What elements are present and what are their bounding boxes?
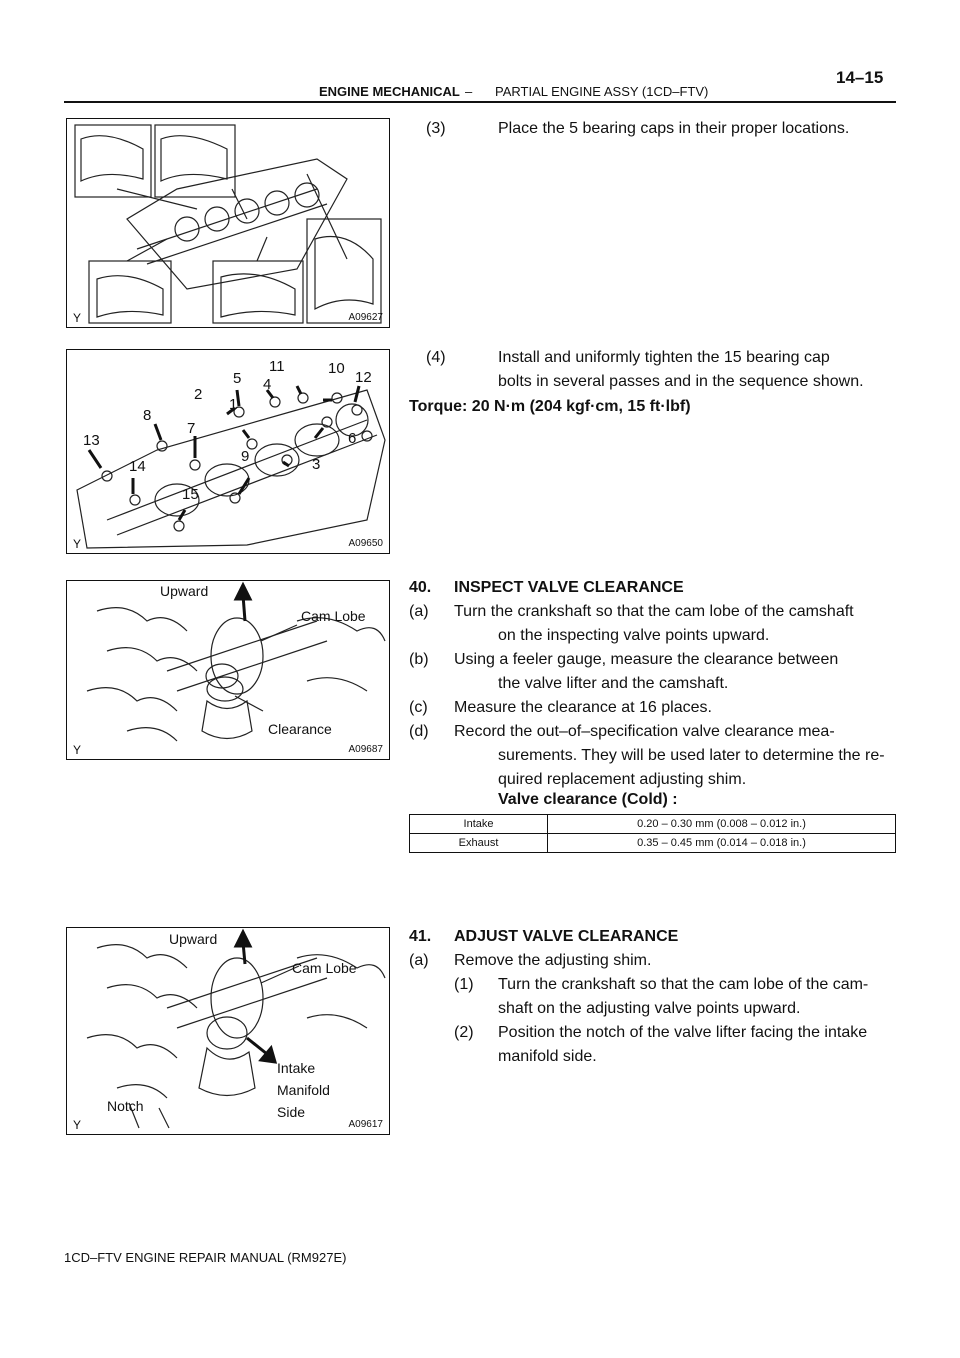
figure-code: A09687 <box>348 744 383 755</box>
table-cell-label: Intake <box>410 815 548 834</box>
header-subsection: PARTIAL ENGINE ASSY (1CD–FTV) <box>495 84 709 99</box>
sub1-line1: Turn the crankshaft so that the cam lobe of the cam- <box>498 976 869 993</box>
valve-clearance-table <box>409 814 896 853</box>
sequence-5: 5 <box>233 370 242 387</box>
section41-a-text: Remove the adjusting shim. <box>454 952 652 969</box>
sequence-4: 4 <box>263 376 272 393</box>
header-rule <box>64 101 896 103</box>
step3-text: Place the 5 bearing caps in their proper locations. <box>498 120 850 137</box>
figure-adjust-shim <box>66 927 390 1135</box>
item-d-mark: (d) <box>409 723 429 740</box>
table-cell-value: 0.20 – 0.30 mm (0.008 – 0.012 in.) <box>548 815 896 834</box>
sub2-mark: (2) <box>454 1024 474 1041</box>
header-section: ENGINE MECHANICAL <box>319 84 460 99</box>
table-cell-label: Exhaust <box>410 834 548 853</box>
figure-valve-clearance <box>66 580 390 760</box>
header-dash: – <box>465 84 473 99</box>
figure-code: A09627 <box>348 312 383 323</box>
sequence-15: 15 <box>182 486 199 503</box>
figure-y-mark: Y <box>73 743 82 757</box>
figure-tightening-sequence <box>66 349 390 554</box>
table-row <box>410 815 896 834</box>
sequence-2: 2 <box>194 386 203 403</box>
table-cell-value: 0.35 – 0.45 mm (0.014 – 0.018 in.) <box>548 834 896 853</box>
item-c-line1: Measure the clearance at 16 places. <box>454 699 712 716</box>
section41-a-mark: (a) <box>409 952 429 969</box>
section41-number: 41. <box>409 928 432 945</box>
figure-y-mark: Y <box>73 537 82 551</box>
sequence-1: 1 <box>229 396 238 413</box>
spec-title: Valve clearance (Cold) : <box>498 791 678 808</box>
sequence-10: 10 <box>328 360 345 377</box>
step4-number: (4) <box>426 349 446 366</box>
sequence-13: 13 <box>83 432 100 449</box>
section40-number: 40. <box>409 579 432 596</box>
sub2-line2: manifold side. <box>498 1048 597 1065</box>
sequence-12: 12 <box>355 369 372 386</box>
sequence-8: 8 <box>143 407 152 424</box>
sequence-14: 14 <box>129 458 146 475</box>
item-a-mark: (a) <box>409 603 429 620</box>
label-upward: Upward <box>169 931 218 947</box>
sub2-line1: Position the notch of the valve lifter facing the intake <box>498 1024 868 1041</box>
figure-y-mark: Y <box>73 1118 82 1132</box>
label-clearance: Clearance <box>268 721 332 737</box>
sequence-11: 11 <box>269 358 285 375</box>
section40-title: INSPECT VALVE CLEARANCE <box>454 579 684 596</box>
item-b-line2: the valve lifter and the camshaft. <box>498 675 729 692</box>
step4-line1: Install and uniformly tighten the 15 bearing cap <box>498 349 830 366</box>
page-number: 14–15 <box>836 68 884 87</box>
item-d-line3: quired replacement adjusting shim. <box>498 771 747 788</box>
item-b-mark: (b) <box>409 651 429 668</box>
item-a-line1: Turn the crankshaft so that the cam lobe of the camshaft <box>454 603 854 620</box>
label-cam-lobe: Cam Lobe <box>292 960 357 976</box>
label-side: Side <box>277 1104 306 1120</box>
label-cam-lobe: Cam Lobe <box>301 608 366 624</box>
step4-line2: bolts in several passes and in the sequence shown. <box>498 373 864 390</box>
sequence-6: 6 <box>348 430 357 447</box>
sequence-3: 3 <box>312 456 321 473</box>
figure-bearing-caps <box>66 118 390 328</box>
label-manifold: Manifold <box>277 1082 330 1098</box>
label-notch: Notch <box>107 1098 144 1114</box>
item-a-line2: on the inspecting valve points upward. <box>498 627 770 644</box>
step3-number: (3) <box>426 120 446 137</box>
figure-code: A09650 <box>348 538 383 549</box>
item-b-line1: Using a feeler gauge, measure the clearance between <box>454 651 839 668</box>
sequence-7: 7 <box>187 420 196 437</box>
item-d-line1: Record the out–of–specification valve clearance mea- <box>454 723 835 740</box>
sub1-mark: (1) <box>454 976 474 993</box>
figure-y-mark: Y <box>73 311 82 325</box>
section41-title: ADJUST VALVE CLEARANCE <box>454 928 679 945</box>
item-c-mark: (c) <box>409 699 428 716</box>
figure-code: A09617 <box>348 1119 383 1130</box>
label-upward: Upward <box>160 583 209 599</box>
sub1-line2: shaft on the adjusting valve points upward. <box>498 1000 801 1017</box>
label-intake: Intake <box>277 1060 316 1076</box>
item-d-line2: surements. They will be used later to determine the re- <box>498 747 885 764</box>
footer-manual-title: 1CD–FTV ENGINE REPAIR MANUAL (RM927E) <box>64 1250 347 1265</box>
torque-spec: Torque: 20 N·m (204 kgf·cm, 15 ft·lbf) <box>409 398 691 415</box>
sequence-9: 9 <box>241 448 250 465</box>
tightening-sequence-illustration <box>67 350 389 553</box>
table-row <box>410 834 896 853</box>
bearing-caps-illustration <box>67 119 389 327</box>
